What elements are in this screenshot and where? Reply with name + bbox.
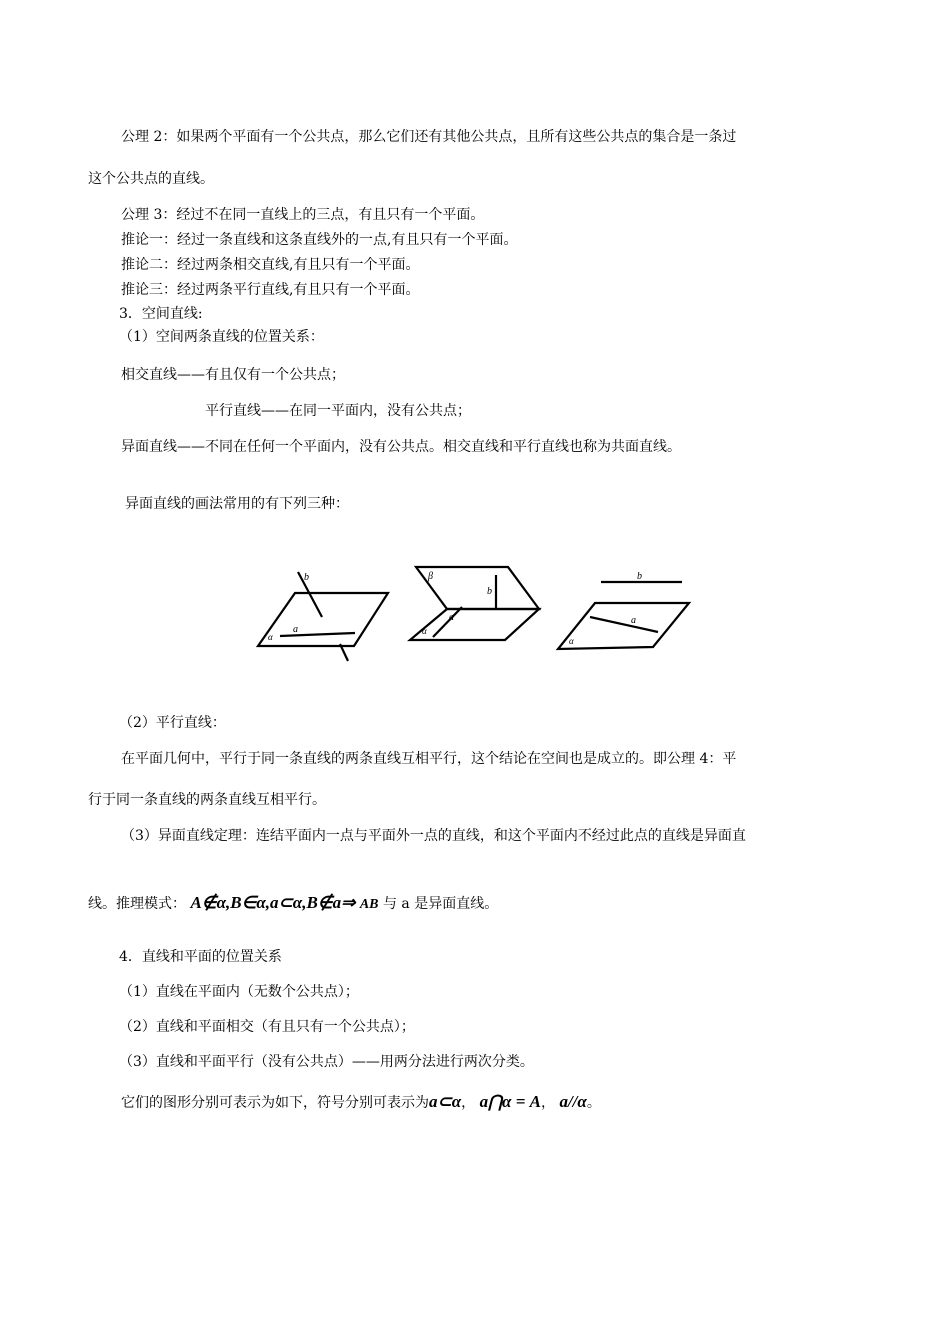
plane-alpha-3 <box>558 603 689 649</box>
line-a-1 <box>280 633 355 636</box>
section-4-item-3: （3）直线和平面平行（没有公共点）——用两分法进行两次分类。 <box>119 1054 534 1070</box>
symbol-in-plane: a⊂α <box>429 1092 462 1111</box>
section-3-sub-1: （1）空间两条直线的位置关系： <box>119 329 324 345</box>
parallel-lines-para-2: 行于同一条直线的两条直线互相平行。 <box>88 792 326 808</box>
skew-lines-def: 异面直线——不同在任何一个平面内，没有公共点。相交直线和平行直线也称为共面直线。 <box>121 439 681 455</box>
line-a-2 <box>433 607 462 637</box>
line-b-1-upper <box>298 572 322 617</box>
skew-lines-figure-3 <box>555 568 695 653</box>
line-a-3 <box>590 617 658 632</box>
symbols-line <box>121 1093 601 1112</box>
label-beta: β <box>428 571 433 582</box>
corollary-2: 推论二：经过两条相交直线,有且只有一个平面。 <box>121 257 420 273</box>
symbols-prefix: 它们的图形分别可表示为如下，符号分别可表示为 <box>121 1095 429 1111</box>
drawing-intro: 异面直线的画法常用的有下列三种： <box>125 496 349 512</box>
intersecting-lines-def: 相交直线——有且仅有一个公共点； <box>121 367 345 383</box>
reasoning-suffix: 与 a 是异面直线。 <box>382 896 499 912</box>
plane-alpha-2 <box>410 609 539 640</box>
separator-1: ， <box>461 1095 476 1111</box>
reasoning-line <box>88 894 498 914</box>
parallel-lines-def: 平行直线——在同一平面内，没有公共点； <box>205 403 471 419</box>
separator-2: ， <box>541 1095 555 1111</box>
plane-alpha-1 <box>258 593 388 646</box>
skew-lines-theorem: （3）异面直线定理：连结平面内一点与平面外一点的直线，和这个平面内不经过此点的直线是异面直 <box>121 828 746 844</box>
label-alpha-3: α <box>569 636 574 646</box>
section-3-heading: 3．空间直线: <box>119 306 203 322</box>
corollary-3: 推论三：经过两条平行直线,有且只有一个平面。 <box>121 282 420 298</box>
symbol-parallel: a//α <box>559 1092 587 1111</box>
label-b-3: b <box>637 571 642 582</box>
section-4-heading: 4．直线和平面的位置关系 <box>119 949 282 965</box>
section-4-item-2: （2）直线和平面相交（有且只有一个公共点）； <box>119 1019 415 1035</box>
symbol-intersect: a⋂α = A <box>479 1092 541 1111</box>
skew-lines-figure-1 <box>255 560 395 665</box>
label-b-2: b <box>487 586 492 597</box>
reasoning-prefix: 线。推理模式： <box>88 896 186 912</box>
label-a-1: a <box>293 624 298 635</box>
label-b-1: b <box>304 572 309 583</box>
axiom-2-line-2: 这个公共点的直线。 <box>88 171 214 187</box>
label-a-3: a <box>631 615 636 626</box>
axiom-3: 公理 3：经过不在同一直线上的三点，有且只有一个平面。 <box>121 207 485 223</box>
end-mark: 。 <box>586 1095 601 1111</box>
skew-lines-figure-2 <box>405 563 545 648</box>
section-3-sub-2: （2）平行直线： <box>119 715 226 731</box>
corollary-1: 推论一：经过一条直线和这条直线外的一点,有且只有一个平面。 <box>121 232 518 248</box>
parallel-lines-para-1: 在平面几何中，平行于同一条直线的两条直线互相平行，这个结论在空间也是成立的。即公理 4：平 <box>121 751 737 767</box>
reasoning-ab: AB <box>359 897 379 912</box>
plane-beta <box>416 567 539 609</box>
label-alpha-1: α <box>268 632 273 642</box>
label-alpha-2: α <box>422 626 427 636</box>
reasoning-formula: A∉α,B∈α,a⊂α,B∉a⇒ <box>190 893 356 912</box>
label-a-2: a <box>449 612 454 623</box>
axiom-2-line-1: 公理 2：如果两个平面有一个公共点，那么它们还有其他公共点，且所有这些公共点的集合是一条过 <box>121 129 737 145</box>
section-4-item-1: （1）直线在平面内（无数个公共点）； <box>119 984 359 1000</box>
